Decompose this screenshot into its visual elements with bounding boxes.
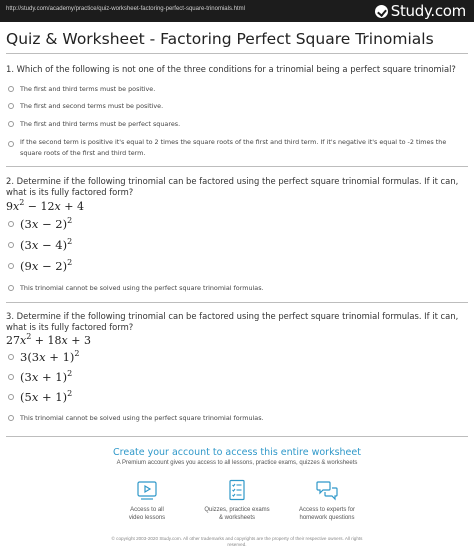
checkmark-logo-icon bbox=[375, 5, 388, 18]
experts-icon bbox=[315, 478, 339, 502]
exponent: 2 bbox=[19, 198, 25, 207]
option-label: This trinomial cannot be solved using the perfect square trinomial formulas. bbox=[20, 414, 264, 422]
radio-button[interactable] bbox=[8, 354, 14, 360]
cta-subtitle: A Premium account gives you access to all lessons, practice exams, quizzes & worksheets bbox=[116, 460, 358, 466]
math-part: − 2) bbox=[38, 217, 68, 231]
feature-line-2: & worksheets bbox=[218, 515, 255, 521]
q1-option-4[interactable] bbox=[8, 139, 466, 159]
q1-option-3[interactable] bbox=[8, 119, 180, 130]
page-title: Quiz & Worksheet - Factoring Perfect Square Trinomials bbox=[6, 30, 434, 48]
question-3-expression bbox=[6, 332, 91, 347]
radio-button[interactable] bbox=[8, 221, 14, 227]
math-part: 3(3 bbox=[20, 350, 40, 364]
q1-option-1[interactable] bbox=[8, 84, 155, 95]
math-part: (5 bbox=[20, 390, 32, 404]
variable: x bbox=[31, 217, 39, 231]
radio-button[interactable] bbox=[8, 86, 14, 92]
exponent: 2 bbox=[67, 216, 73, 225]
feature-line-1: Access to all bbox=[130, 507, 164, 513]
copyright-line-2: reserved. bbox=[227, 542, 247, 547]
option-math bbox=[20, 389, 72, 404]
q2-option-2[interactable] bbox=[8, 237, 73, 252]
exponent: 2 bbox=[67, 258, 73, 267]
math-part: + 1) bbox=[38, 390, 68, 404]
math-part: (3 bbox=[20, 238, 32, 252]
feature-experts[interactable] bbox=[287, 478, 367, 522]
math-part: (9 bbox=[20, 259, 32, 273]
q3-option-1[interactable] bbox=[8, 349, 80, 364]
option-label: The first and second terms must be positive. bbox=[20, 102, 164, 110]
feature-line-1: Quizzes, practice exams bbox=[204, 507, 270, 513]
coefficient: 9 bbox=[6, 200, 13, 213]
question-divider bbox=[6, 166, 468, 167]
copyright-footer bbox=[0, 536, 474, 548]
radio-button[interactable] bbox=[8, 242, 14, 248]
q1-option-2[interactable] bbox=[8, 101, 163, 112]
title-divider bbox=[6, 53, 468, 54]
question-2-expression bbox=[6, 198, 84, 213]
q2-option-3[interactable] bbox=[8, 258, 73, 273]
radio-button[interactable] bbox=[8, 374, 14, 380]
radio-button[interactable] bbox=[8, 285, 14, 291]
q3-option-2[interactable] bbox=[8, 369, 73, 384]
option-math bbox=[20, 237, 72, 252]
option-label: The first and third terms must be positive. bbox=[20, 85, 156, 93]
radio-button[interactable] bbox=[8, 394, 14, 400]
exponent: 2 bbox=[67, 237, 73, 246]
option-label: This trinomial cannot be solved using the perfect square trinomial formulas. bbox=[20, 284, 264, 292]
radio-button[interactable] bbox=[8, 263, 14, 269]
exponent: 2 bbox=[74, 349, 80, 358]
question-1-text: 1. Which of the following is not one of the three conditions for a trinomial being a perfect square trinomial? bbox=[6, 64, 456, 74]
brand-name: Study.com bbox=[390, 2, 466, 20]
feature-worksheets[interactable] bbox=[197, 478, 277, 522]
variable: x bbox=[20, 334, 27, 347]
q2-option-1[interactable] bbox=[8, 216, 73, 231]
radio-button[interactable] bbox=[8, 415, 14, 421]
q3-option-3[interactable] bbox=[8, 389, 73, 404]
term: + 3 bbox=[67, 334, 91, 347]
q2-option-4[interactable] bbox=[8, 283, 264, 294]
option-math bbox=[20, 349, 79, 364]
variable: x bbox=[39, 350, 46, 364]
exponent: 2 bbox=[67, 389, 73, 398]
variable: x bbox=[31, 390, 39, 404]
math-part: − 4) bbox=[38, 238, 68, 252]
copyright-line-1: © copyright 2003-2020 Study.com. All other trademarks and copyrights are the property of their respective owners. All rights bbox=[111, 536, 363, 541]
feature-line-2: homework questions bbox=[299, 515, 355, 521]
exponent: 2 bbox=[26, 332, 32, 341]
math-part: + 1) bbox=[38, 370, 68, 384]
radio-button[interactable] bbox=[8, 141, 14, 147]
option-math bbox=[20, 369, 72, 384]
math-part: (3 bbox=[20, 370, 32, 384]
option-math bbox=[20, 258, 72, 273]
coefficient: 27 bbox=[6, 334, 20, 347]
cta-title[interactable]: Create your account to access this entire worksheet bbox=[113, 447, 361, 458]
term: + 4 bbox=[60, 200, 84, 213]
feature-video-lessons[interactable] bbox=[107, 478, 187, 522]
radio-button[interactable] bbox=[8, 121, 14, 127]
feature-line-2: video lessons bbox=[128, 515, 166, 521]
section-divider bbox=[6, 436, 468, 437]
variable: x bbox=[54, 200, 61, 213]
math-part: (3 bbox=[20, 217, 32, 231]
video-lessons-icon bbox=[135, 478, 159, 502]
variable: x bbox=[61, 334, 68, 347]
option-label: The first and third terms must be perfect squares. bbox=[20, 120, 181, 128]
top-bar bbox=[0, 0, 474, 22]
study-logo[interactable] bbox=[375, 3, 466, 19]
term: − 12 bbox=[24, 200, 55, 213]
variable: x bbox=[13, 200, 20, 213]
variable: x bbox=[31, 238, 39, 252]
option-label: If the second term is positive it's equal to 2 times the square roots of the first and third term. If it's negative it's equal to -2 times the square roots of the first and third term. bbox=[20, 138, 447, 157]
variable: x bbox=[31, 370, 39, 384]
question-divider bbox=[6, 302, 468, 303]
question-2-text: 2. Determine if the following trinomial can be factored using the perfect square trinomial formulas. If it can, what is its fully factored form? bbox=[6, 176, 459, 197]
q3-option-4[interactable] bbox=[8, 413, 264, 424]
option-math bbox=[20, 216, 72, 231]
variable: x bbox=[31, 259, 39, 273]
radio-button[interactable] bbox=[8, 103, 14, 109]
page-url: http://study.com/academy/practice/quiz-worksheet-factoring-perfect-square-trinomials.html bbox=[6, 6, 245, 12]
term: + 18 bbox=[31, 334, 62, 347]
exponent: 2 bbox=[67, 369, 73, 378]
math-part: − 2) bbox=[38, 259, 68, 273]
worksheets-icon bbox=[225, 478, 249, 502]
math-part: + 1) bbox=[45, 350, 75, 364]
question-3-text: 3. Determine if the following trinomial can be factored using the perfect square trinomial formulas. If it can, what is its fully factored form? bbox=[6, 311, 459, 332]
feature-line-1: Access to experts for bbox=[298, 507, 356, 513]
